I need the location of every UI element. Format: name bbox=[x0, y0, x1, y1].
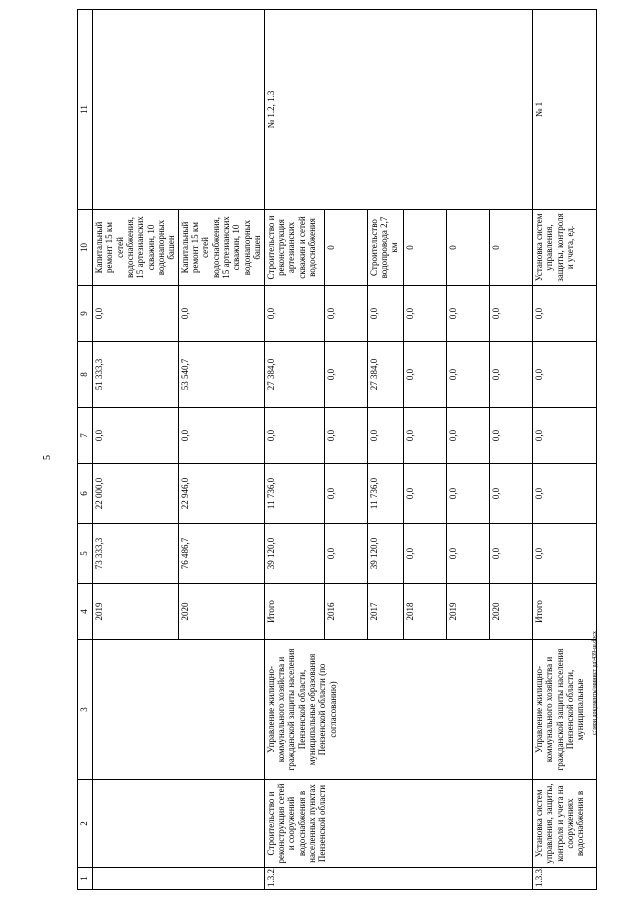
value-cell: 0,0 bbox=[489, 464, 532, 524]
header-cell: 2 bbox=[78, 780, 93, 868]
result-cell: Строительство водопровода 2,7 км bbox=[367, 210, 403, 286]
value-cell: 0,0 bbox=[324, 286, 367, 342]
table-row bbox=[533, 10, 597, 890]
header-cell: 7 bbox=[78, 408, 93, 464]
value-cell: 0,0 bbox=[403, 524, 446, 584]
result-cell: 0 bbox=[489, 210, 532, 286]
value-cell: 11 736,0 bbox=[367, 464, 403, 524]
value-cell: 0,0 bbox=[403, 464, 446, 524]
year-cell: Итого bbox=[264, 584, 324, 640]
value-cell: 0,0 bbox=[489, 286, 532, 342]
row-number: 1.3.3. bbox=[533, 868, 597, 890]
value-cell: 0,0 bbox=[178, 408, 264, 464]
value-cell: 22 946,0 bbox=[178, 464, 264, 524]
activity-name: Установка систем управления, защиты, контроля и учета на сооружениях водоснабжения в bbox=[533, 780, 597, 868]
header-cell: 10 bbox=[78, 210, 93, 286]
result-cell: Строительство и реконструкция артезианских скважин и сетей водоснабжения bbox=[264, 210, 324, 286]
program-table-container bbox=[77, 10, 597, 890]
year-cell: 2019 bbox=[93, 584, 179, 640]
value-cell: 0,0 bbox=[489, 524, 532, 584]
value-cell: 76 486,7 bbox=[178, 524, 264, 584]
value-cell: 0,0 bbox=[93, 286, 179, 342]
executor: Управление жилищно-коммунального хозяйства и гражданской защиты населения Пензенской области, муниципальные bbox=[533, 640, 597, 780]
year-cell: 2019 bbox=[446, 584, 489, 640]
value-cell: 0,0 bbox=[533, 408, 597, 464]
value-cell: 27 384,0 bbox=[367, 342, 403, 408]
value-cell: 0,0 bbox=[446, 286, 489, 342]
year-cell: 2017 bbox=[367, 584, 403, 640]
result-cell: 0 bbox=[324, 210, 367, 286]
result-cell: Капитальный ремонт 15 км сетей водоснабжения, 15 артезианских скважин, 10 водонапорных башен bbox=[93, 210, 179, 286]
value-cell: 0,0 bbox=[367, 286, 403, 342]
value-cell: 0,0 bbox=[264, 408, 324, 464]
year-cell: 2020 bbox=[178, 584, 264, 640]
value-cell: 0,0 bbox=[178, 286, 264, 342]
value-cell: 0,0 bbox=[324, 342, 367, 408]
value-cell: 0,0 bbox=[489, 342, 532, 408]
year-cell: Итого bbox=[533, 584, 597, 640]
header-cell: 11 bbox=[78, 10, 93, 210]
header-cell: 4 bbox=[78, 584, 93, 640]
value-cell: 27 384,0 bbox=[264, 342, 324, 408]
result-cell: 0 bbox=[403, 210, 446, 286]
footer-file-path: c:\мои документы\минист рд\439-ш.docx bbox=[592, 631, 598, 735]
value-cell: 0,0 bbox=[446, 408, 489, 464]
value-cell: 0,0 bbox=[324, 464, 367, 524]
value-cell: 0,0 bbox=[324, 408, 367, 464]
value-cell: 73 333,3 bbox=[93, 524, 179, 584]
indicator-ref: № 1.2, 1.3 bbox=[264, 10, 533, 210]
header-cell: 9 bbox=[78, 286, 93, 342]
year-cell: 2020 bbox=[489, 584, 532, 640]
value-cell: 0,0 bbox=[264, 286, 324, 342]
value-cell: 0,0 bbox=[367, 408, 403, 464]
header-cell: 6 bbox=[78, 464, 93, 524]
value-cell: 51 333,3 bbox=[93, 342, 179, 408]
value-cell: 0,0 bbox=[489, 408, 532, 464]
value-cell: 39 120,0 bbox=[264, 524, 324, 584]
header-cell: 8 bbox=[78, 342, 93, 408]
indicator-ref: № 1 bbox=[533, 10, 597, 210]
header-cell: 3 bbox=[78, 640, 93, 780]
value-cell: 22 000,0 bbox=[93, 464, 179, 524]
year-cell: 2016 bbox=[324, 584, 367, 640]
value-cell: 0,0 bbox=[446, 342, 489, 408]
value-cell: 39 120,0 bbox=[367, 524, 403, 584]
result-cell: 0 bbox=[446, 210, 489, 286]
value-cell: 0,0 bbox=[533, 342, 597, 408]
result-cell: Установка систем управления, защиты, контроля и учета, ед. bbox=[533, 210, 597, 286]
table-row bbox=[93, 10, 179, 890]
activity-name: Строительство и реконструкция сетей и сооружений водоснабжения в населенных пунктах Пензенской области bbox=[264, 780, 533, 868]
table-row bbox=[264, 10, 324, 890]
value-cell: 0,0 bbox=[533, 286, 597, 342]
value-cell: 0,0 bbox=[446, 524, 489, 584]
executor: Управление жилищно-коммунального хозяйства и гражданской защиты населения Пензенской области, муниципальные образования Пензенской области (по согласованию) bbox=[264, 640, 533, 780]
value-cell: 0,0 bbox=[403, 408, 446, 464]
year-cell: 2018 bbox=[403, 584, 446, 640]
value-cell: 0,0 bbox=[403, 342, 446, 408]
value-cell: 0,0 bbox=[403, 286, 446, 342]
value-cell: 53 540,7 bbox=[178, 342, 264, 408]
header-cell: 5 bbox=[78, 524, 93, 584]
value-cell: 11 736,0 bbox=[264, 464, 324, 524]
header-cell: 1 bbox=[78, 868, 93, 890]
page-number: 5 bbox=[42, 455, 53, 460]
value-cell: 0,0 bbox=[446, 464, 489, 524]
value-cell: 0,0 bbox=[324, 524, 367, 584]
header-row bbox=[78, 10, 93, 890]
value-cell: 0,0 bbox=[533, 464, 597, 524]
value-cell: 0,0 bbox=[533, 524, 597, 584]
program-table bbox=[77, 9, 597, 890]
value-cell: 0,0 bbox=[93, 408, 179, 464]
row-number: 1.3.2. bbox=[264, 868, 533, 890]
result-cell: Капитальный ремонт 15 км сетей водоснабжения, 15 артезианских скважин, 10 водонапорных башен bbox=[178, 210, 264, 286]
